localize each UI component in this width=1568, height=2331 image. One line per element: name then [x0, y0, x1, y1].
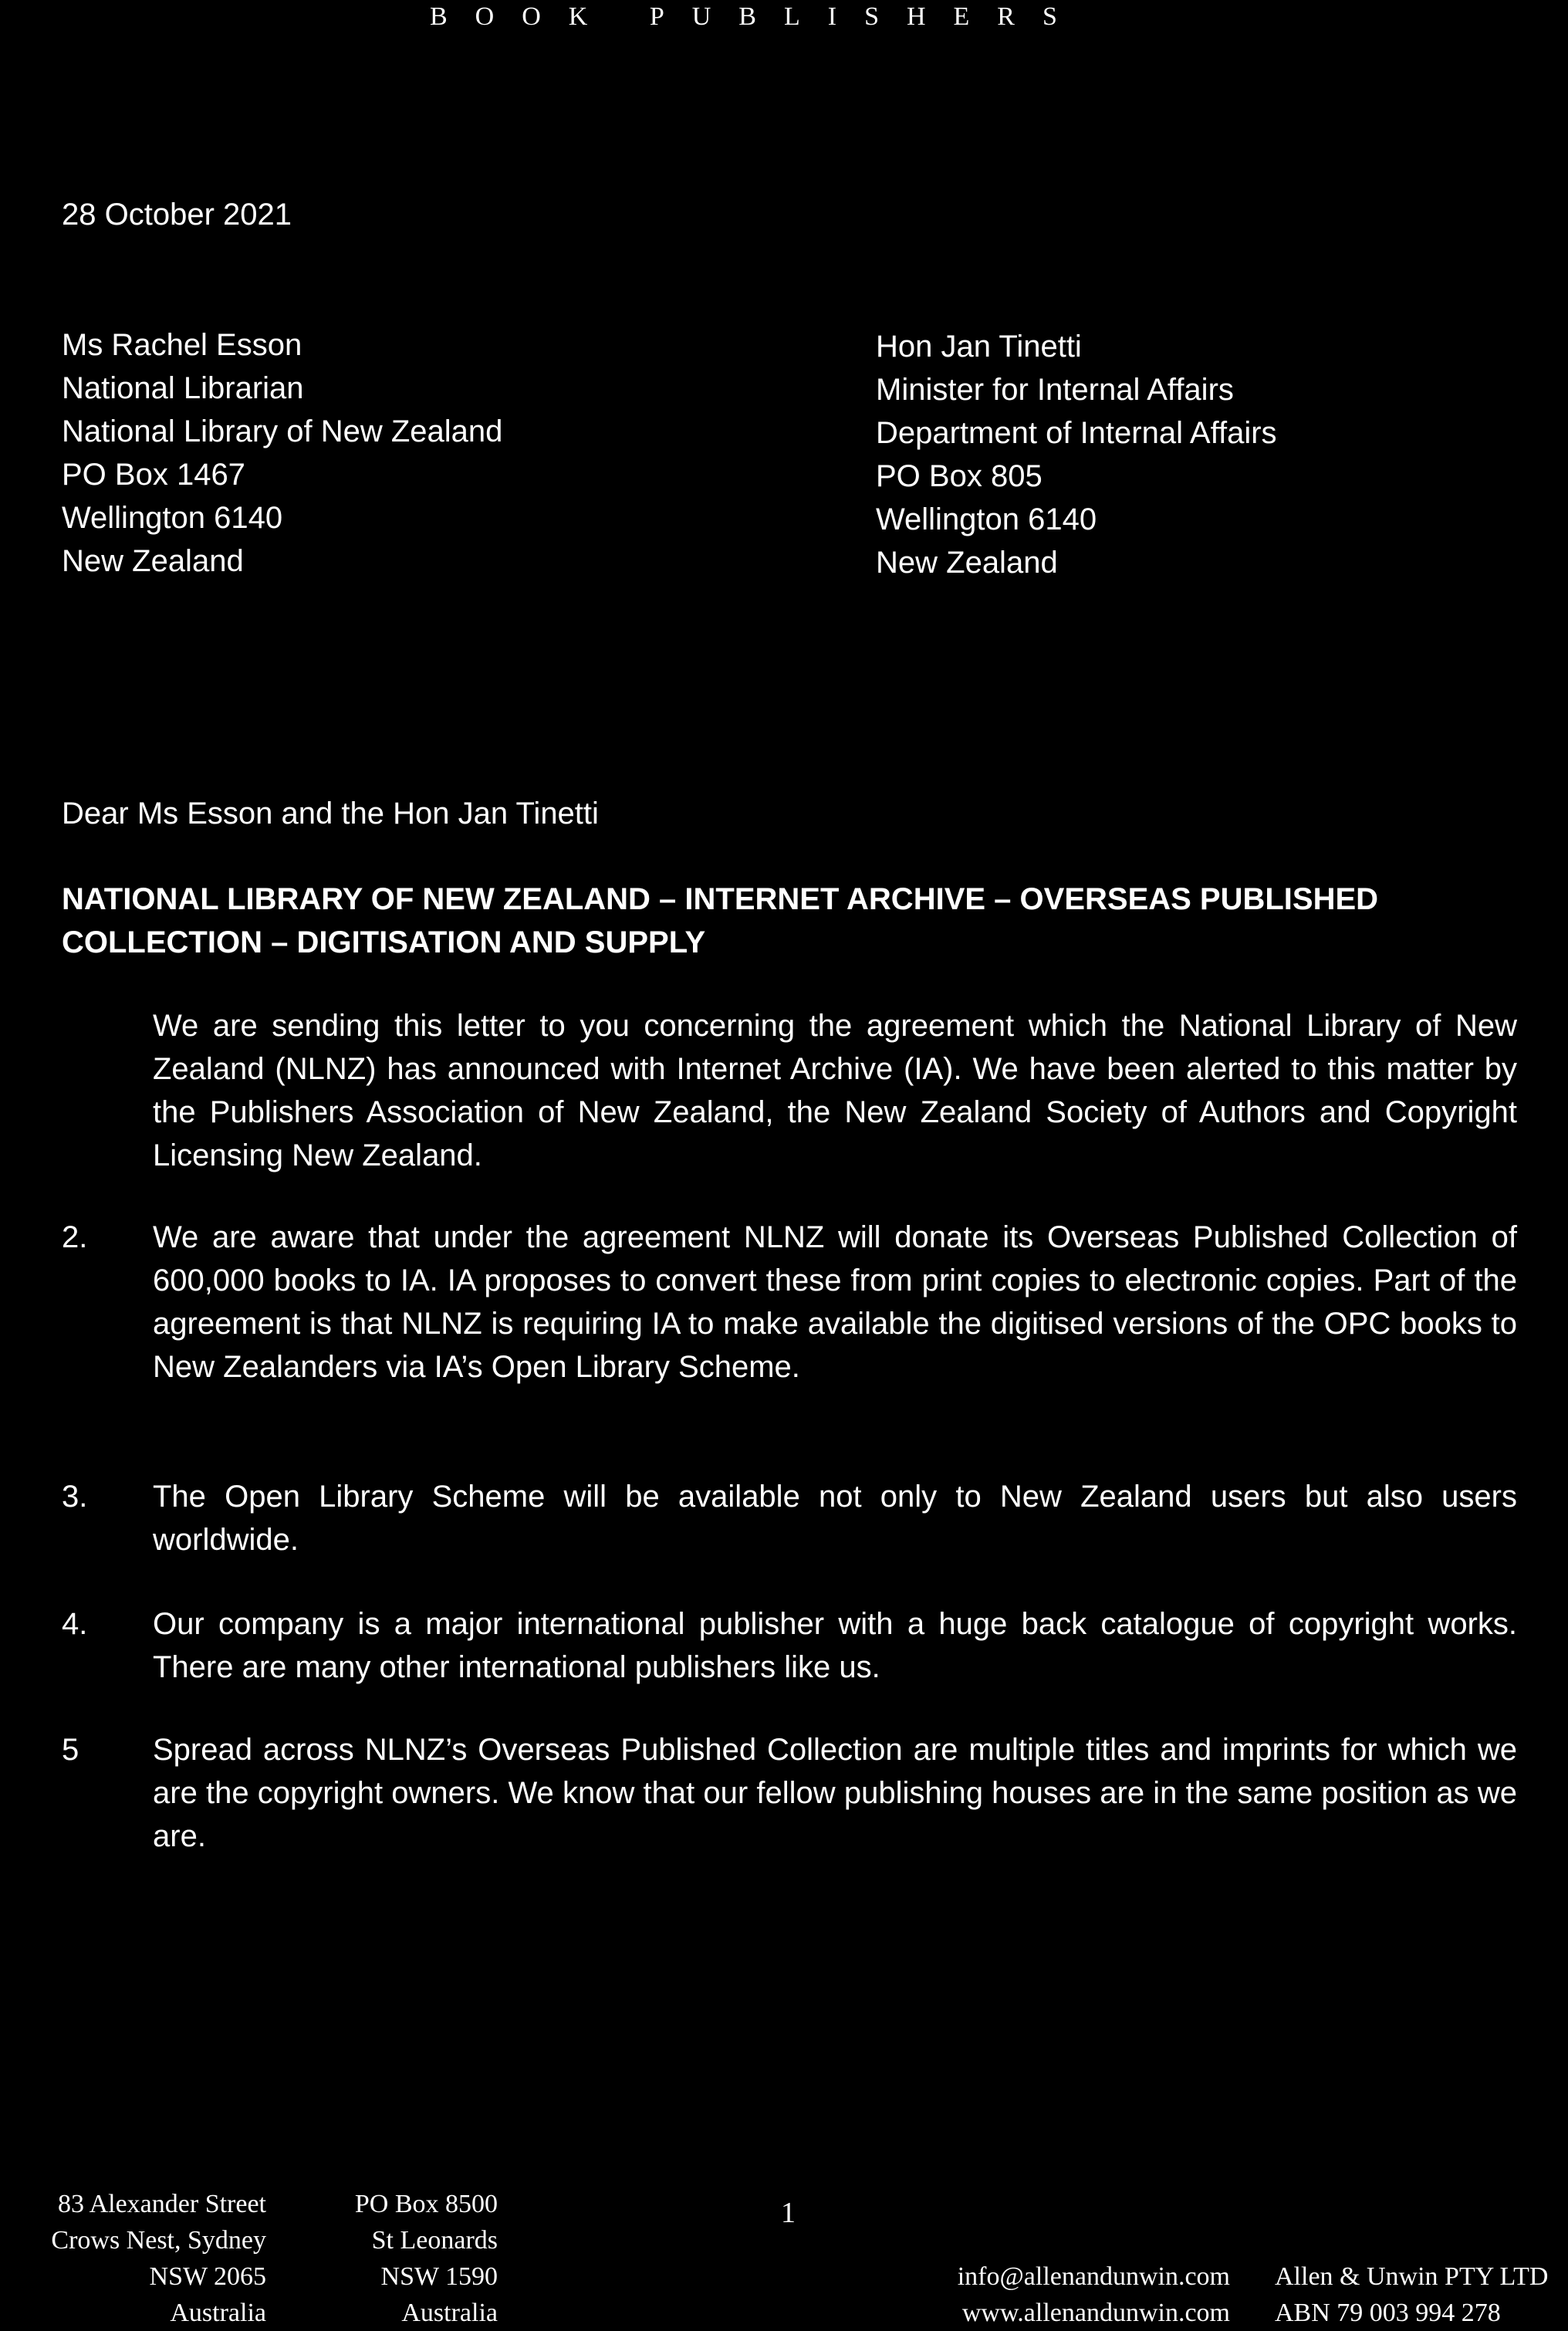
paragraph-text: Spread across NLNZ’s Overseas Published Collection are multiple titles and imprints for which we are the copyright owners. We know that our fellow publishing houses are in the same position as we are.	[153, 1733, 1517, 1853]
page-number: 1	[781, 2197, 796, 2229]
paragraph-text: We are aware that under the agreement NLNZ will donate its Overseas Published Collection of 600,000 books to IA. IA proposes to convert these from print copies to electronic copies. Part of the agreement is that NLNZ is requiring IA to make available the digitised versions of the OPC books to New Zealanders via IA’s Open Library Scheme.	[153, 1220, 1517, 1384]
recipient-address-1	[62, 323, 502, 583]
paragraph-number	[62, 1004, 153, 1177]
footer-company	[1275, 2258, 1548, 2331]
paragraph-text: The Open Library Scheme will be available not only to New Zealand users but also users worldwide.	[153, 1480, 1517, 1557]
address-line: Department of Internal Affairs	[876, 416, 1277, 450]
letterhead-tagline: BOOK PUBLISHERS	[430, 2, 1085, 31]
subject-heading: NATIONAL LIBRARY OF NEW ZEALAND – INTERNET ARCHIVE – OVERSEAS PUBLISHED COLLECTION – DIGITISATION AND SUPPLY	[62, 882, 1379, 959]
address-line: Hon Jan Tinetti	[876, 330, 1082, 364]
footer-line: Australia	[401, 2299, 498, 2327]
footer-contact	[958, 2258, 1230, 2331]
footer-company-name: Allen & Unwin PTY LTD	[1275, 2262, 1549, 2291]
address-line: National Library of New Zealand	[62, 414, 503, 448]
letter-date: 28 October 2021	[62, 198, 292, 232]
footer-website: www.allenandunwin.com	[961, 2299, 1230, 2327]
address-line: PO Box 1467	[62, 458, 245, 492]
paragraph-text: Our company is a major international publisher with a huge back catalogue of copyright works. There are many other international publishers like us.	[153, 1607, 1517, 1684]
paragraph-text: We are sending this letter to you concerning the agreement which the National Library of New Zealand (NLNZ) has announced with Internet Archive (IA). We have been alerted to this matter by the Publishers Association of New Zealand, the New Zealand Society of Authors and Copyright Licensing New Zealand.	[153, 1009, 1517, 1172]
paragraph-5	[62, 1728, 1517, 1858]
address-line: Ms Rachel Esson	[62, 328, 302, 362]
paragraph-4	[62, 1602, 1517, 1689]
address-line: New Zealand	[62, 544, 244, 578]
footer-line: NSW 2065	[149, 2262, 266, 2291]
paragraph-number: 5	[62, 1733, 79, 1767]
footer-postal-address	[355, 2186, 498, 2331]
footer-line: Australia	[170, 2299, 266, 2327]
address-line: PO Box 805	[876, 459, 1043, 493]
footer-line: Crows Nest, Sydney	[51, 2226, 266, 2255]
paragraph-1	[62, 1004, 1517, 1177]
address-line: Wellington 6140	[62, 501, 283, 535]
footer-abn: ABN 79 003 994 278	[1275, 2299, 1501, 2327]
paragraph-number: 3.	[62, 1480, 88, 1514]
footer-email: info@allenandunwin.com	[957, 2262, 1230, 2291]
paragraph-3	[62, 1475, 1517, 1561]
paragraph-2	[62, 1216, 1517, 1389]
address-line: National Librarian	[62, 371, 304, 405]
address-line: Wellington 6140	[876, 502, 1097, 536]
address-line: New Zealand	[876, 546, 1058, 580]
footer-line: NSW 1590	[380, 2262, 498, 2291]
footer-line: PO Box 8500	[354, 2190, 498, 2218]
footer-line: St Leonards	[371, 2226, 498, 2255]
recipient-address-2	[876, 325, 1277, 584]
paragraph-number: 2.	[62, 1220, 88, 1254]
paragraph-number: 4.	[62, 1607, 88, 1641]
footer-street-address	[51, 2186, 266, 2331]
address-line: Minister for Internal Affairs	[876, 373, 1234, 407]
footer-line: 83 Alexander Street	[57, 2190, 266, 2218]
salutation: Dear Ms Esson and the Hon Jan Tinetti	[62, 797, 599, 831]
